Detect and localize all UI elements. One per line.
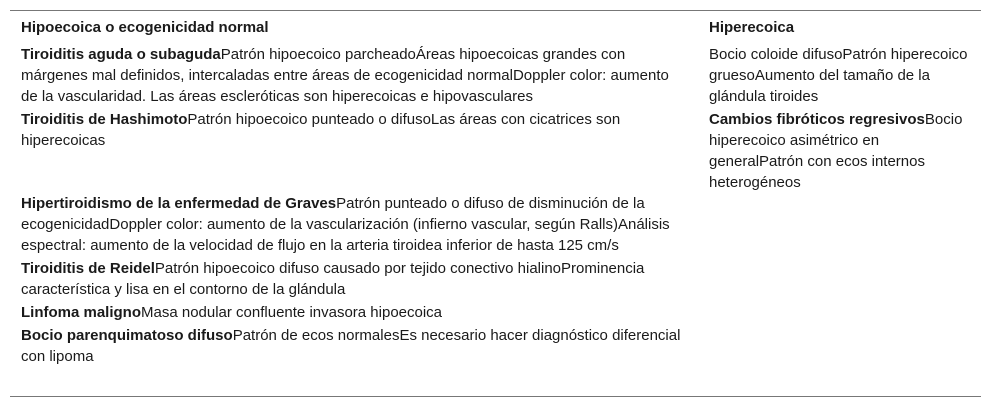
hypoechoic-column: [21, 17, 681, 369]
spacer: [21, 153, 681, 193]
entry-text: Patrón hipoecoico punteado o difusoLas áreas con cicatrices son hiperecoicas: [21, 111, 621, 149]
entry-graves: [21, 193, 681, 256]
entry-text: Patrón hipoecoico parcheadoÁreas hipoecoicas grandes con márgenes mal definidos, intercaladas entre áreas de ecogenicidad normalDoppler color: aumento de la vascularidad. Las áreas escleróticas son hiperecoicas e hipovasculares: [21, 46, 669, 105]
entry-title: Bocio parenquimatoso difuso: [21, 327, 233, 344]
entry-title: Linfoma maligno: [21, 304, 141, 321]
findings-table: [10, 10, 981, 397]
entry-hashimoto: [21, 109, 681, 151]
entry-title: Tiroiditis aguda o subaguda: [21, 46, 221, 63]
hypoechoic-header: Hipoecoica o ecogenicidad normal: [21, 19, 269, 36]
entry-title: Hipertiroidismo de la enfermedad de Graves: [21, 195, 337, 212]
entry-text: Masa nodular confluente invasora hipoecoica: [141, 304, 443, 321]
entry-text: Patrón de ecos normalesEs necesario hacer diagnóstico diferencial con lipoma: [21, 327, 681, 365]
entry-text: Patrón punteado o difuso de disminución de la ecogenicidadDoppler color: aumento de la vascularización (infierno vascular, según Ralls)Análisis espectral: aumento de la velocidad de flujo en la arteria tiroidea inferior de hasta 125 cm/s: [21, 195, 670, 254]
hyperechoic-header: Hiperecoica: [709, 19, 795, 36]
entry-parenchymal-goiter: [21, 325, 681, 367]
entry-title: Tiroiditis de Reidel: [21, 260, 155, 277]
hyperechoic-column: [709, 17, 971, 195]
entry-text: Patrón hipoecoico difuso causado por tejido conectivo hialinoProminencia característica y lisa en el contorno de la glándula: [21, 260, 645, 298]
entry-colloid-goiter: [709, 44, 971, 107]
entry-text: Bocio hiperecoico asimétrico en generalPatrón con ecos internos heterogéneos: [709, 111, 963, 191]
entry-fibrotic-changes: [709, 109, 971, 193]
entry-lymphoma: [21, 302, 681, 323]
entry-reidel: [21, 258, 681, 300]
entry-title: Tiroiditis de Hashimoto: [21, 111, 188, 128]
entry-acute-thyroiditis: [21, 44, 681, 107]
entry-title: Cambios fibróticos regresivos: [709, 111, 925, 128]
entry-text: Bocio coloide difusoPatrón hiperecoico gruesoAumento del tamaño de la glándula tiroides: [709, 46, 968, 105]
